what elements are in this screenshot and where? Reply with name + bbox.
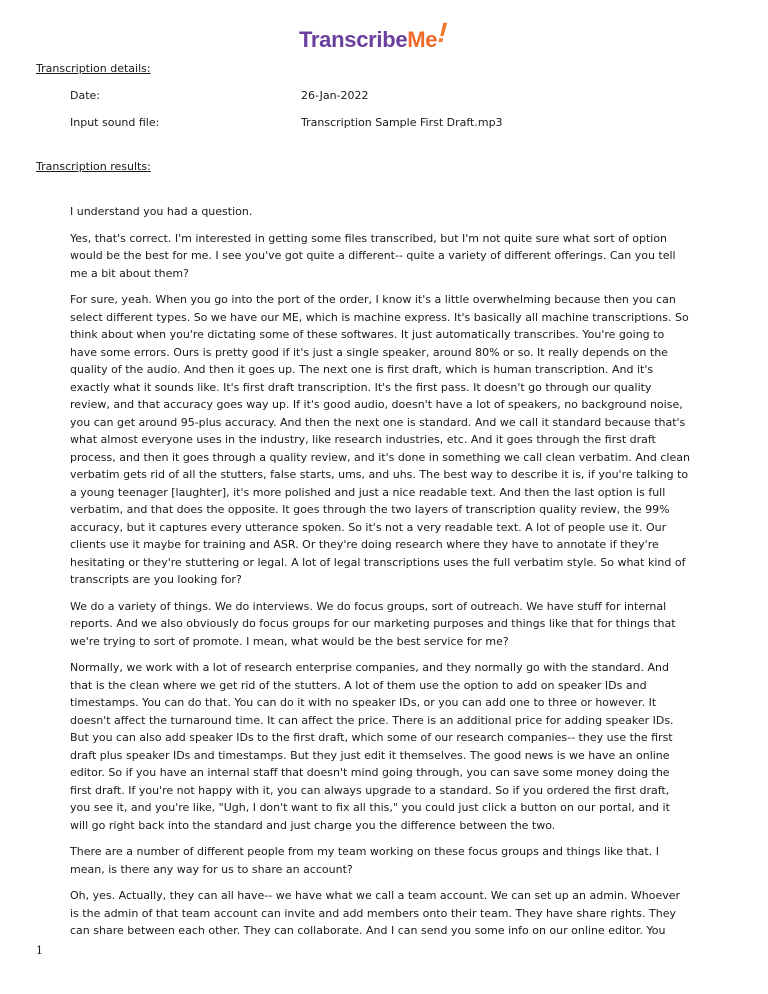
transcription-details-heading: Transcription details: (36, 62, 151, 75)
transcript-paragraph: Oh, yes. Actually, they can all have-- we have what we call a team account. We can set up an admin. Whoever is the admin of that team account can invite and add members onto their team. They have share rights. They can share between each other. They can collaborate. And I can send you some info on our online editor. You (70, 889, 681, 937)
transcript-paragraph: Normally, we work with a lot of research enterprise companies, and they normally go with the standard. And that is the clean where we get rid of the stutters. A lot of them use the option to add on speaker IDs and timestamps. You can do that. You can do it with no speaker IDs, or you can add one to three or however. It doesn't affect the turnaround time. It can affect the price. There is an additional price for adding speaker IDs. But you can also add speaker IDs to the first draft, which some of our research companies-- they use the first draft plus speaker IDs and timestamps. But they just edit it themselves. The good news is we have an online editor. So if you have an internal staff that doesn't mind going through, you can save some money doing the first draft. If you're not happy with it, you can always upgrade to a standard. So if you ordered the first draft, you see it, and you're like, "Ugh, I don't want to fix all this," you could just click a button on our portal, and it will go right back into the standard and just charge you the difference between the two. (70, 661, 674, 832)
logo-text-transcribe: Transcribe (299, 27, 408, 52)
transcript-paragraph: There are a number of different people from my team working on these focus groups and things like that. I mean, is there any way for us to share an account? (70, 845, 659, 876)
page-number: 1 (36, 944, 43, 957)
transcription-results-heading: Transcription results: (36, 160, 151, 173)
input-file-label: Input sound file: (70, 116, 160, 129)
date-label: Date: (70, 89, 100, 102)
input-file-value: Transcription Sample First Draft.mp3 (301, 116, 503, 129)
transcribeme-logo (299, 17, 452, 54)
transcript-paragraph: For sure, yeah. When you go into the port of the order, I know it's a little overwhelming because then you can select different types. So we have our ME, which is machine express. It's basically all machine transcriptions. So think about when you're dictating some of these softwares. It just automatically transcribes. You're going to have some errors. Ours is pretty good if it's just a single speaker, around 80% or so. It really depends on the quality of the audio. And then it goes up. The next one is first draft, which is human transcription. And it's exactly what it sounds like. It's first draft transcription. It's the first pass. It doesn't go through our quality review, and that accuracy goes way up. If it's good audio, doesn't have a lot of speakers, no background noise, you can get around 95-plus accuracy. And then the next one is standard. And we call it standard because that's what almost everyone uses in the industry, like research industries, etc. And it goes through the first draft process, and then it goes through a quality review, and it's done in something we call clean verbatim. And clean verbatim gets rid of all the stutters, false starts, ums, and uhs. The best way to describe it is, if you're talking to a young teenager [laughter], it's more polished and just a nice readable text. And then the last option is full verbatim, and that does the opposite. It goes through the two layers of transcription quality review, the 99% accuracy, but it captures every utterance spoken. So it's not a very readable text. A lot of people use it. Our clients use it maybe for training and ASR. Or they're doing research where they have to annotate if they're hesitating or they're stuttering or legal. A lot of legal transcriptions uses the full verbatim style. So what kind of transcripts are you looking for? (70, 293, 690, 586)
logo-text-me: Me (407, 27, 438, 52)
transcript-paragraph: We do a variety of things. We do interviews. We do focus groups, sort of outreach. We have stuff for internal reports. And we also obviously do focus groups for our marketing purposes and things like that for things that we're trying to sort of promote. I mean, what would be the best service for me? (70, 599, 676, 648)
logo-exclamation-mark: ! (434, 17, 452, 48)
transcript-paragraph: Yes, that's correct. I'm interested in getting some files transcribed, but I'm not quite sure what sort of option would be the best for me. I see you've got quite a different-- quite a variety of different offerings. Can you tell me a bit about them? (70, 231, 676, 280)
transcript-paragraph: I understand you had a question. (70, 205, 253, 218)
transcript-body (70, 203, 690, 949)
date-value: 26-Jan-2022 (301, 89, 369, 102)
